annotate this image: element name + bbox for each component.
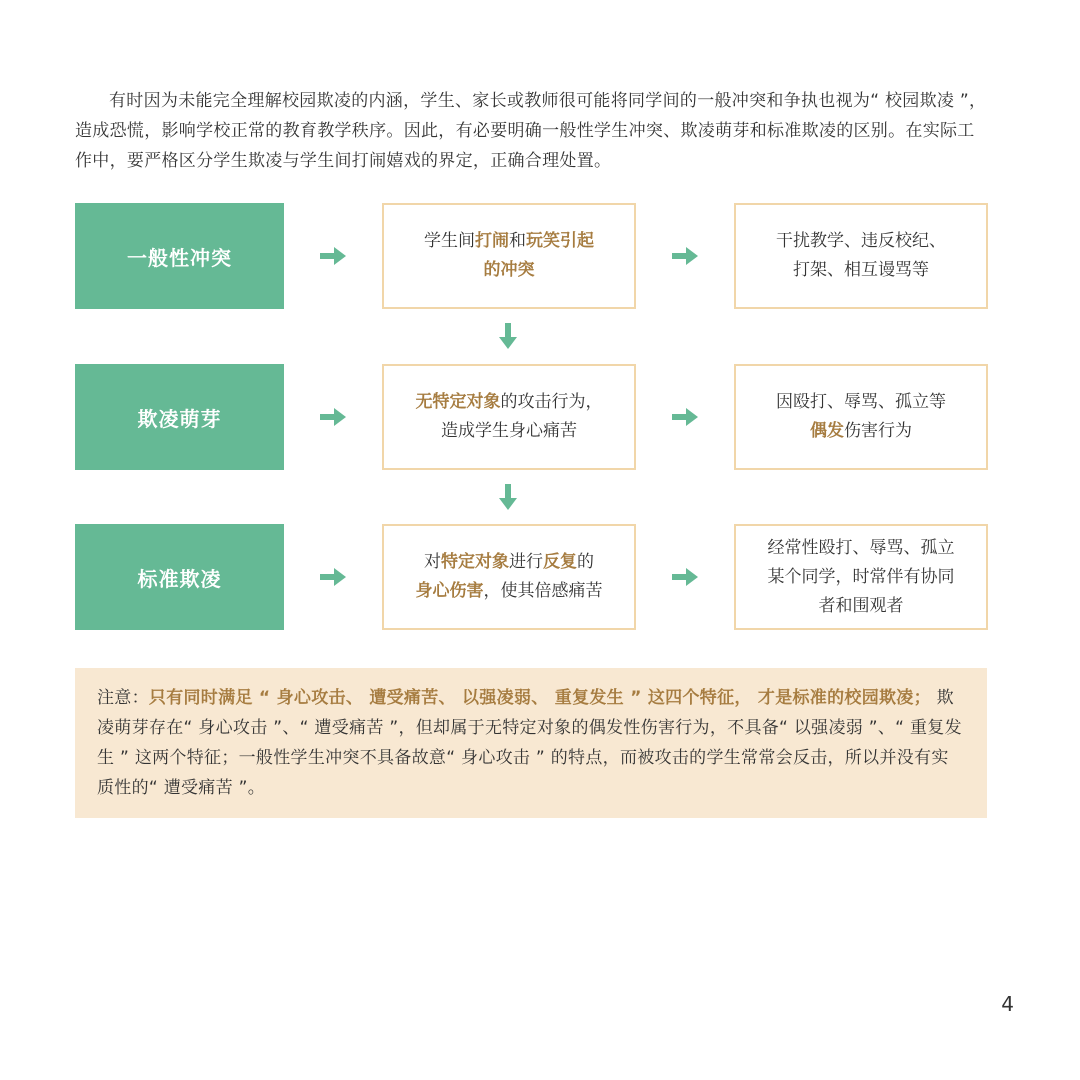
- text: ，使其倍感痛苦: [483, 581, 603, 601]
- note-prefix: 注意：: [97, 688, 149, 708]
- row-label-general-conflict: 一般性冲突: [75, 203, 284, 309]
- text: 对: [424, 552, 441, 572]
- intro-paragraph: 有时因为未能完全理解校园欺凌的内涵，学生、家长或教师很可能将同学间的一般冲突和争执也视为“ 校园欺凌 ”，造成恐慌，影响学校正常的教育教学秩序。因此，有必要明确一般性学生冲突、欺凌萌芽和标准欺凌的区别。在实际工作中，要严格区分学生欺凌与学生间打闹嬉戏的界定，正确合理处置。: [75, 91, 987, 171]
- standard-bullying-examples: [734, 524, 988, 630]
- text: 伤害行为: [844, 421, 912, 441]
- general-conflict-definition: [382, 203, 636, 309]
- arrow-down-icon: [499, 323, 517, 349]
- highlight: 偶发: [810, 421, 844, 441]
- page-number: 4: [1001, 992, 1014, 1016]
- text: 因殴打、辱骂、孤立等: [776, 392, 946, 412]
- text: 者和围观者: [818, 595, 904, 616]
- text: 打架、相互谩骂等: [793, 260, 929, 280]
- text: 的攻击行为，: [500, 392, 603, 412]
- highlight: 的冲突: [483, 260, 535, 280]
- text: 造成学生身心痛苦: [441, 421, 577, 441]
- arrow-down-icon: [499, 484, 517, 510]
- arrow-right-icon: [320, 247, 346, 265]
- arrow-right-icon: [320, 568, 346, 586]
- arrow-right-icon: [672, 408, 698, 426]
- text: 学生间: [424, 231, 475, 251]
- bullying-sprout-examples: [734, 364, 988, 470]
- general-conflict-examples: [734, 203, 988, 309]
- highlight: 无特定对象: [415, 392, 501, 412]
- row-label-standard-bullying: 标准欺凌: [75, 524, 284, 630]
- highlight: 打闹: [475, 231, 509, 251]
- note-highlight: 只有同时满足 “ 身心攻击、 遭受痛苦、 以强凌弱、 重复发生 ” 这四个特征， 才是标准的校园欺凌；: [148, 688, 931, 708]
- bullying-sprout-definition: [382, 364, 636, 470]
- text: 和: [509, 231, 526, 251]
- text: 某个同学，时常伴有协同: [767, 566, 955, 587]
- arrow-right-icon: [672, 247, 698, 265]
- highlight: 特定对象: [441, 552, 509, 572]
- note-text: 欺凌萌芽存在“ 身心攻击 ”、“ 遭受痛苦 ”，但却属于无特定对象的偶发性伤害行为，不具备“ 以强凌弱 ”、“ 重复发生 ” 这两个特征；一般性学生冲突不具备故意“ 身心攻击 ” 的特点，而被攻击的学生常常会反击，所以并没有实质性的“ 遭受痛苦 ”。: [97, 688, 962, 798]
- text: 进行: [509, 552, 543, 572]
- highlight: 身心伤害: [415, 581, 484, 601]
- row-label-bullying-sprout: 欺凌萌芽: [75, 364, 284, 470]
- highlight: 玩笑引起: [526, 231, 594, 251]
- arrow-right-icon: [672, 568, 698, 586]
- arrow-right-icon: [320, 408, 346, 426]
- highlight: 反复: [543, 552, 577, 572]
- text: 经常性殴打、辱骂、孤立: [767, 537, 955, 558]
- note-box: [75, 668, 987, 818]
- text: 干扰教学、违反校纪、: [776, 231, 946, 251]
- text: 的: [577, 552, 594, 572]
- standard-bullying-definition: [382, 524, 636, 630]
